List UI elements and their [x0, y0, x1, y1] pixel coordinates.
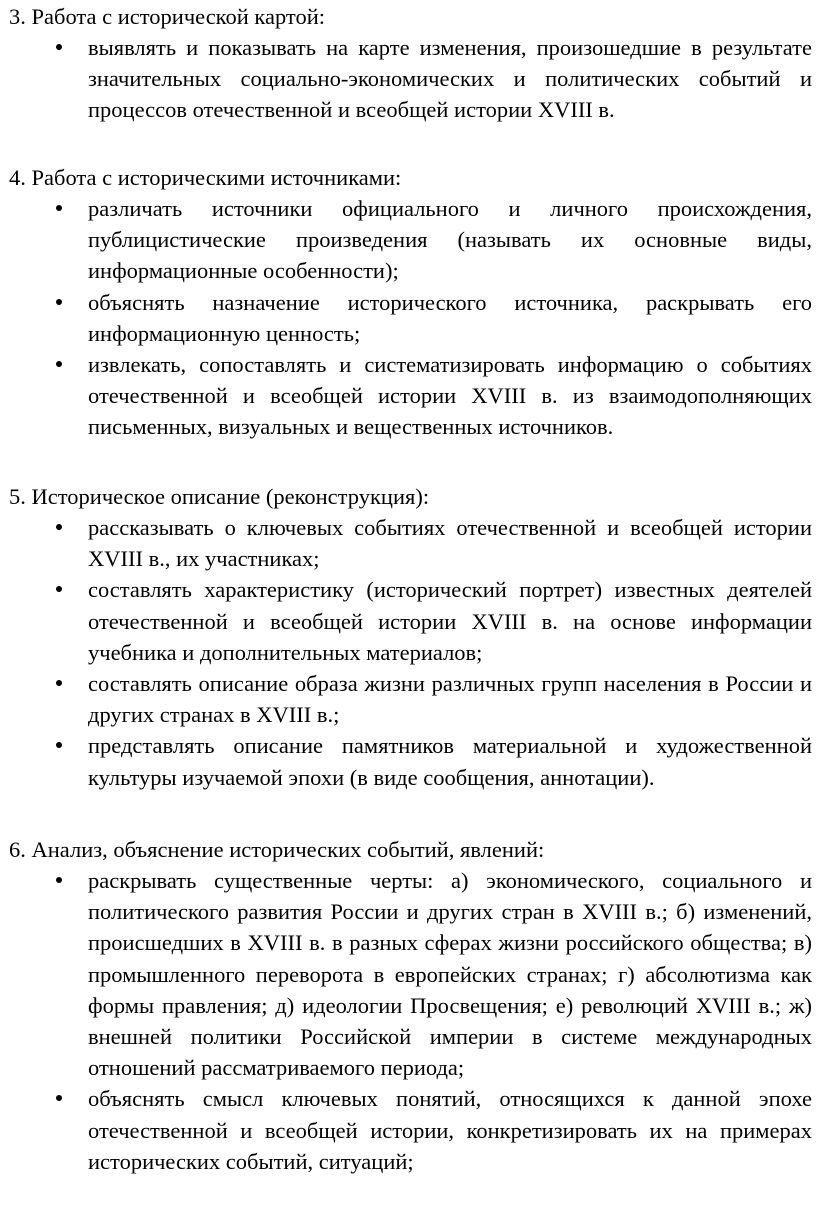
- section-sources-work: [0, 162, 816, 443]
- section-heading: 4. Работа с историческими источниками:: [9, 165, 402, 190]
- list-item-text: извлекать, сопоставлять и систематизировать информацию о событиях отечественной и всеобщей истории XVIII в. из взаимодополняющих письменных, визуальных и вещественных источников.: [88, 352, 812, 440]
- list-item-text: объяснять смысл ключевых понятий, относящихся к данной эпохе отечественной и всеобщей истории, конкретизировать их на примерах исторических событий, ситуаций;: [88, 1086, 812, 1174]
- section-map-work: [0, 1, 816, 126]
- bullet-list: [0, 32, 816, 126]
- list-item-text: рассказывать о ключевых событиях отечественной и всеобщей истории XVIII в., их участниках;: [88, 515, 812, 572]
- list-item: [0, 287, 816, 349]
- list-item-text: раскрывать существенные черты: а) экономического, социального и политического развития России и других стран в XVIII в.; б) изменений, происшедших в XVIII в. в разных сферах жизни российского общества; в) промышленного переворота в европейских странах; г) абсолютизма как формы правления; д) идеологии Просвещения; е) революций XVIII в.; ж) внешней политики Российской империи в системе международных отношений рассматриваемого периода;: [88, 868, 812, 1081]
- bullet-list: [0, 512, 816, 793]
- bullet-icon: [56, 1095, 62, 1101]
- bullet-icon: [56, 877, 62, 883]
- bullet-icon: [56, 680, 62, 686]
- bullet-icon: [56, 586, 62, 592]
- bullet-icon: [56, 742, 62, 748]
- list-item: [0, 668, 816, 730]
- list-item-text: выявлять и показывать на карте изменения, произошедшие в результате значительных социально-экономических и политических событий и процессов отечественной и всеобщей истории XVIII в.: [88, 35, 812, 123]
- bullet-icon: [56, 361, 62, 367]
- list-item: [0, 865, 816, 1083]
- list-item-text: представлять описание памятников материальной и художественной культуры изучаемой эпохи (в виде сообщения, аннотации).: [88, 733, 812, 790]
- list-item: [0, 349, 816, 443]
- bullet-icon: [56, 524, 62, 530]
- bullet-list: [0, 865, 816, 1177]
- section-heading: 6. Анализ, объяснение исторических событий, явлений:: [9, 837, 545, 862]
- list-item-text: составлять описание образа жизни различных групп населения в России и других странах в XVIII в.;: [88, 671, 812, 728]
- section-historical-description: [0, 481, 816, 793]
- section-analysis: [0, 834, 816, 1177]
- bullet-icon: [56, 44, 62, 50]
- section-heading: 3. Работа с исторической картой:: [9, 4, 325, 29]
- list-item: [0, 193, 816, 287]
- list-item: [0, 32, 816, 126]
- section-heading: 5. Историческое описание (реконструкция):: [9, 484, 430, 509]
- list-item-text: составлять характеристику (исторический портрет) известных деятелей отечественной и всеобщей истории XVIII в. на основе информации учебника и дополнительных материалов;: [88, 577, 812, 665]
- list-item: [0, 730, 816, 792]
- bullet-icon: [56, 205, 62, 211]
- bullet-icon: [56, 299, 62, 305]
- list-item: [0, 574, 816, 668]
- list-item: [0, 1083, 816, 1177]
- bullet-list: [0, 193, 816, 443]
- list-item: [0, 512, 816, 574]
- list-item-text: различать источники официального и личного происхождения, публицистические произведения (называть их основные виды, информационные особенности);: [88, 196, 812, 284]
- list-item-text: объяснять назначение исторического источника, раскрывать его информационную ценность;: [88, 289, 812, 346]
